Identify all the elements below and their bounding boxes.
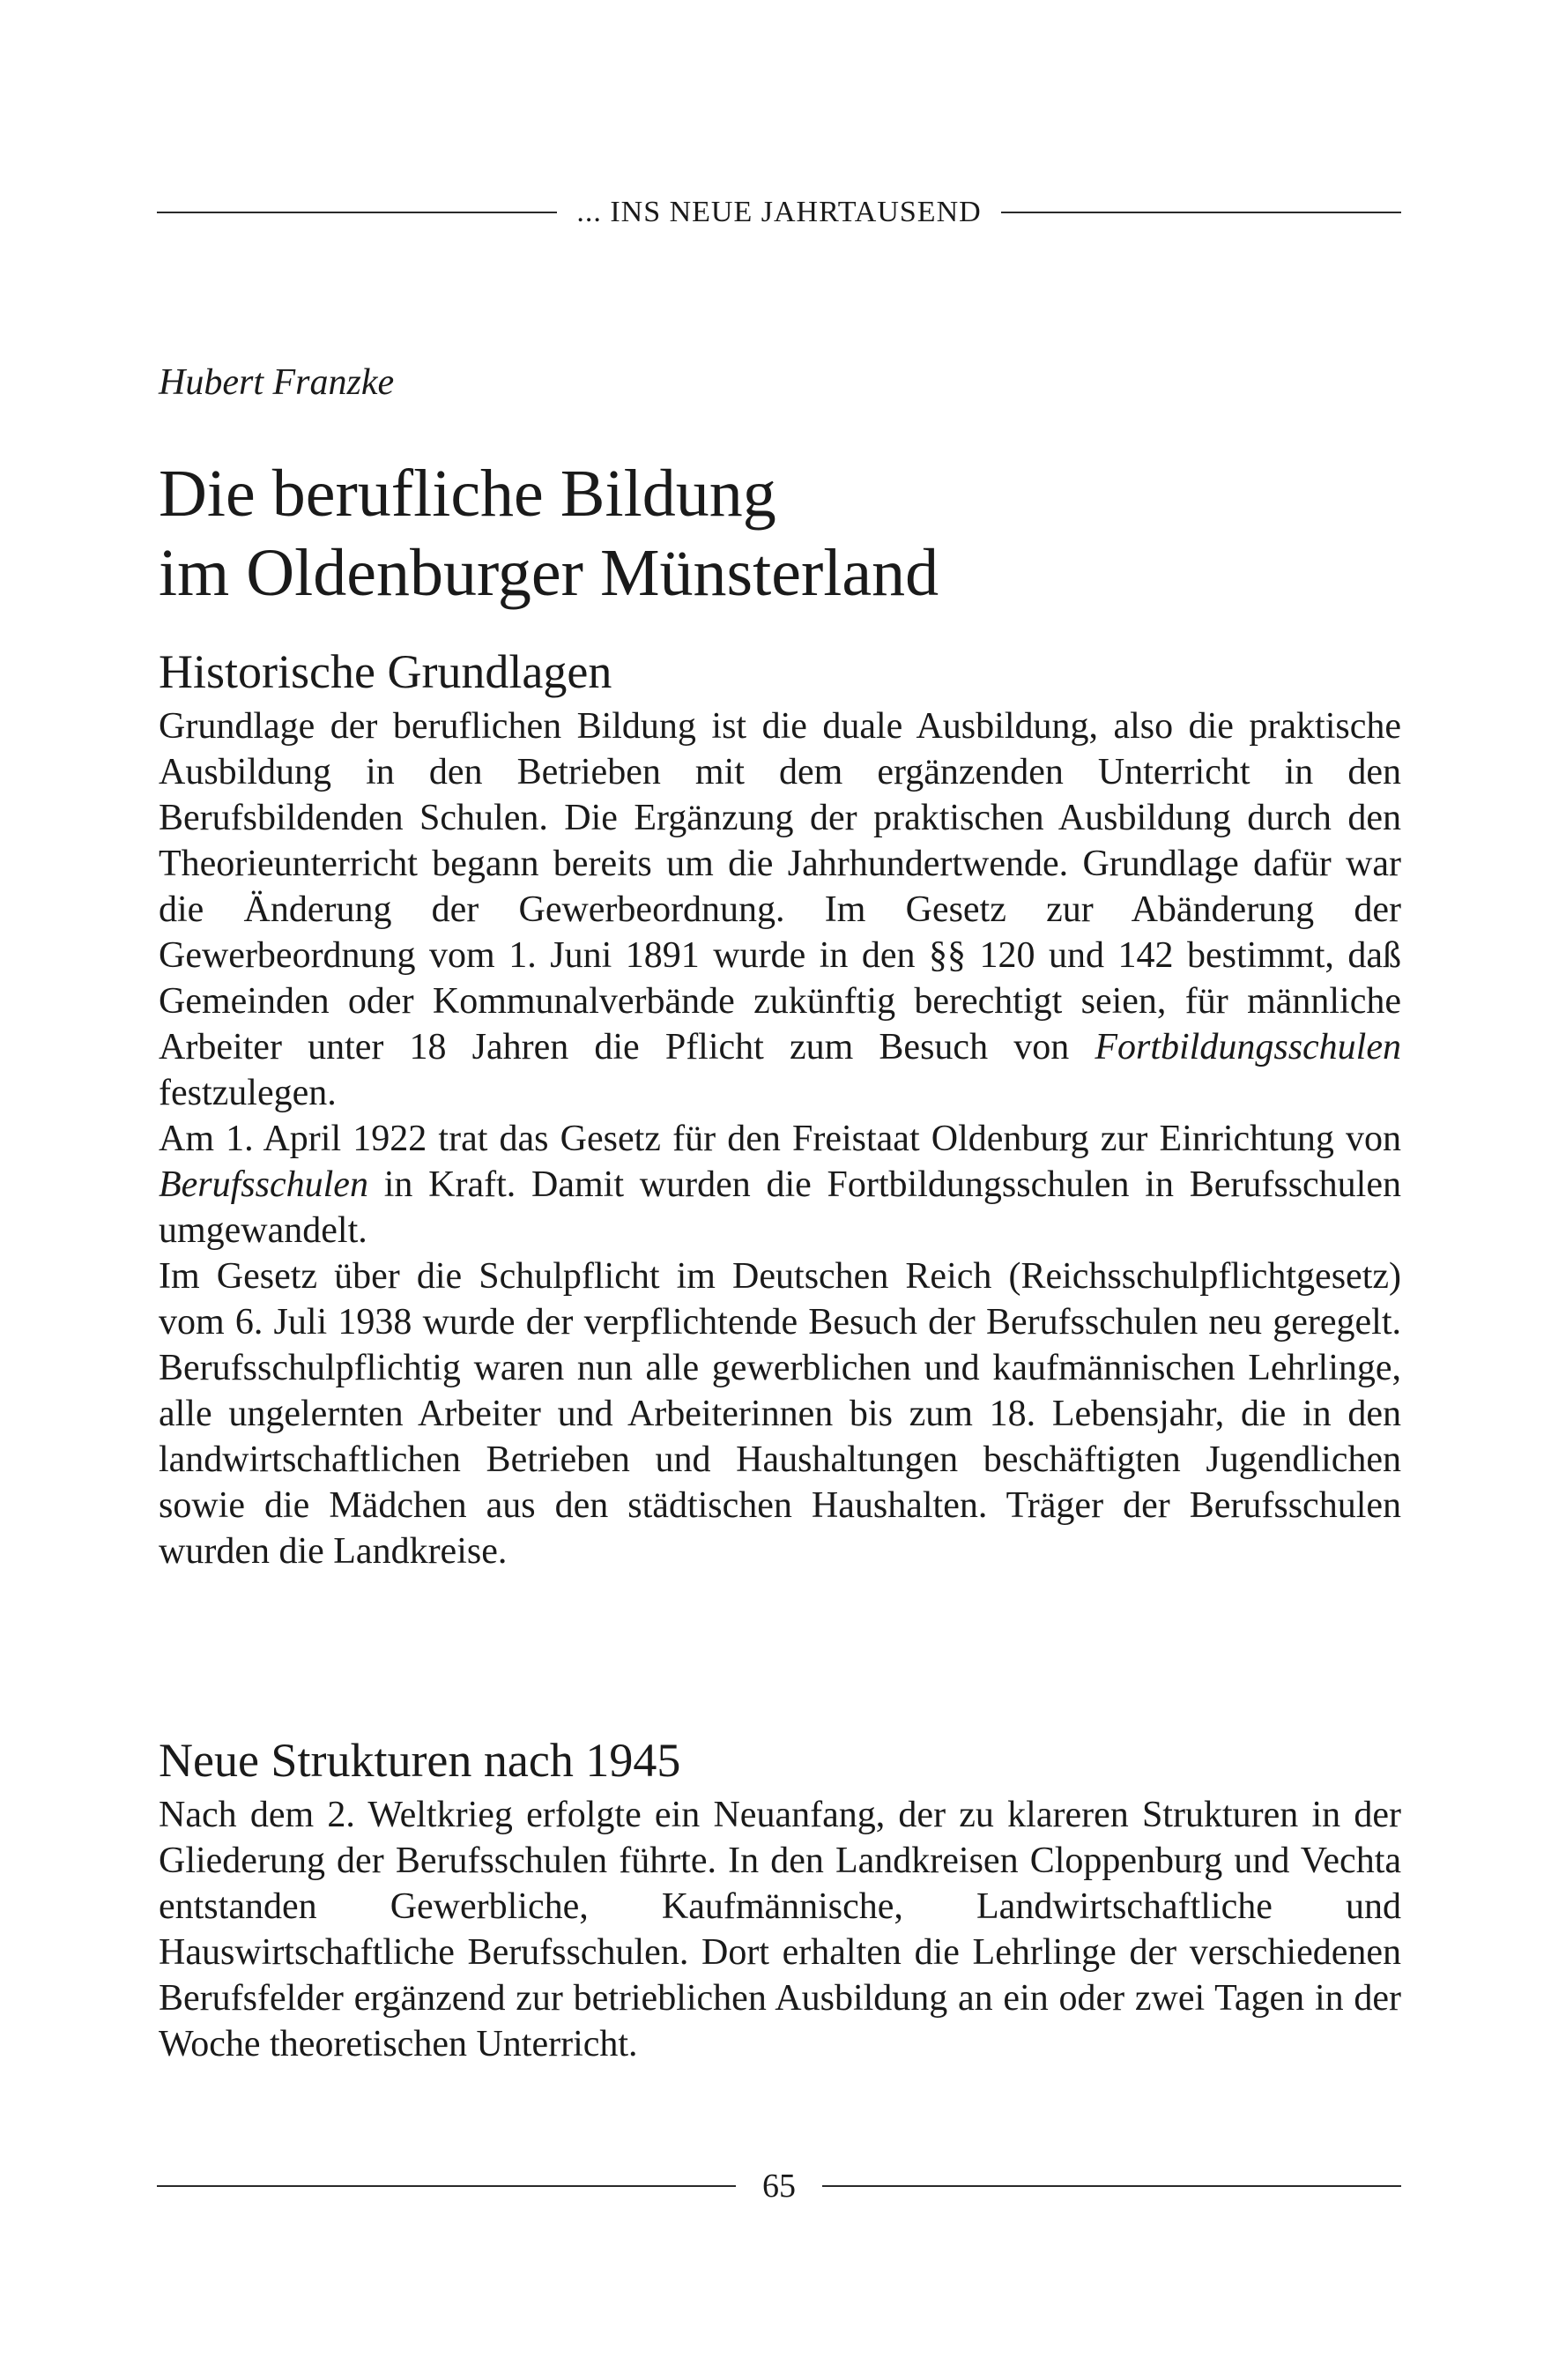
section-historische-grundlagen	[159, 643, 1401, 1574]
footer-rule-left	[157, 2185, 736, 2187]
emphasis-term: Berufsschulen	[159, 1164, 368, 1205]
paragraph: Grundlage der beruflichen Bildung ist die duale Ausbildung, also die praktische Ausbildung in den Betrieben mit dem ergänzenden Unterricht in den Berufsbildenden Schulen. Die Ergänzung der praktischen Ausbildung durch den Theorieunterricht begann bereits um die Jahrhundertwende. Grundlage dafür war die Änderung der Gewerbeordnung. Im Gesetz zur Abänderung der Gewerbeordnung vom 1. Juni 1891 wurde in den §§ 120 und 142 bestimmt, daß Gemeinden oder Kommunalverbände zukünftig berechtigt seien, für männliche Arbeiter unter 18 Jahren die Pflicht zum Besuch von Fortbildungsschulen festzulegen.	[159, 706, 1401, 1113]
paragraph: Am 1. April 1922 trat das Gesetz für den Freistaat Oldenburg zur Einrichtung von Berufsschulen in Kraft. Damit wurden die Fortbildungsschulen in Berufsschulen umgewandelt.	[159, 1119, 1401, 1251]
emphasis-term: Fortbildungsschulen	[1095, 1027, 1401, 1067]
article-title	[159, 454, 1401, 613]
title-line-1: Die berufliche Bildung	[159, 457, 776, 531]
footer-rule-right	[822, 2185, 1401, 2187]
header-rule-left	[157, 212, 557, 213]
section-neue-strukturen	[159, 1732, 1401, 2067]
author-name: Hubert Franzke	[159, 362, 395, 403]
page-footer	[157, 2167, 1401, 2205]
section-heading: Neue Strukturen nach 1945	[159, 1734, 681, 1787]
paragraph: Im Gesetz über die Schulpflicht im Deutschen Reich (Reichsschulpflichtgesetz) vom 6. Juli 1938 wurde der verpflichtende Besuch der Berufsschulen neu geregelt. Berufsschulpflichtig waren nun alle gewerblichen und kaufmännischen Lehrlinge, alle ungelernten Arbeiter und Arbeiterinnen bis zum 18. Lebensjahr, die in den landwirtschaftlichen Betrieben und Haushaltungen beschäftigten Jugendlichen sowie die Mädchen aus den städtischen Haushalten. Träger der Berufsschulen wurden die Landkreise.	[159, 1256, 1401, 1572]
title-line-2: im Oldenburger Münsterland	[159, 536, 939, 610]
section-heading: Historische Grundlagen	[159, 645, 612, 698]
header-rule-right	[1001, 212, 1401, 213]
running-header-text: ... INS NEUE JAHRTAUSEND	[576, 196, 982, 228]
running-header	[157, 196, 1401, 229]
page-number: 65	[762, 2168, 796, 2205]
paragraph: Nach dem 2. Weltkrieg erfolgte ein Neuanfang, der zu klareren Strukturen in der Gliederung der Berufsschulen führte. In den Landkreisen Cloppenburg und Vechta entstanden Gewerbliche, Kaufmännische, Landwirtschaftliche und Hauswirtschaftliche Berufsschulen. Dort erhalten die Lehrlinge der verschiedenen Berufsfelder ergänzend zur betrieblichen Ausbildung an ein oder zwei Tagen in der Woche theoretischen Unterricht.	[159, 1795, 1401, 2064]
